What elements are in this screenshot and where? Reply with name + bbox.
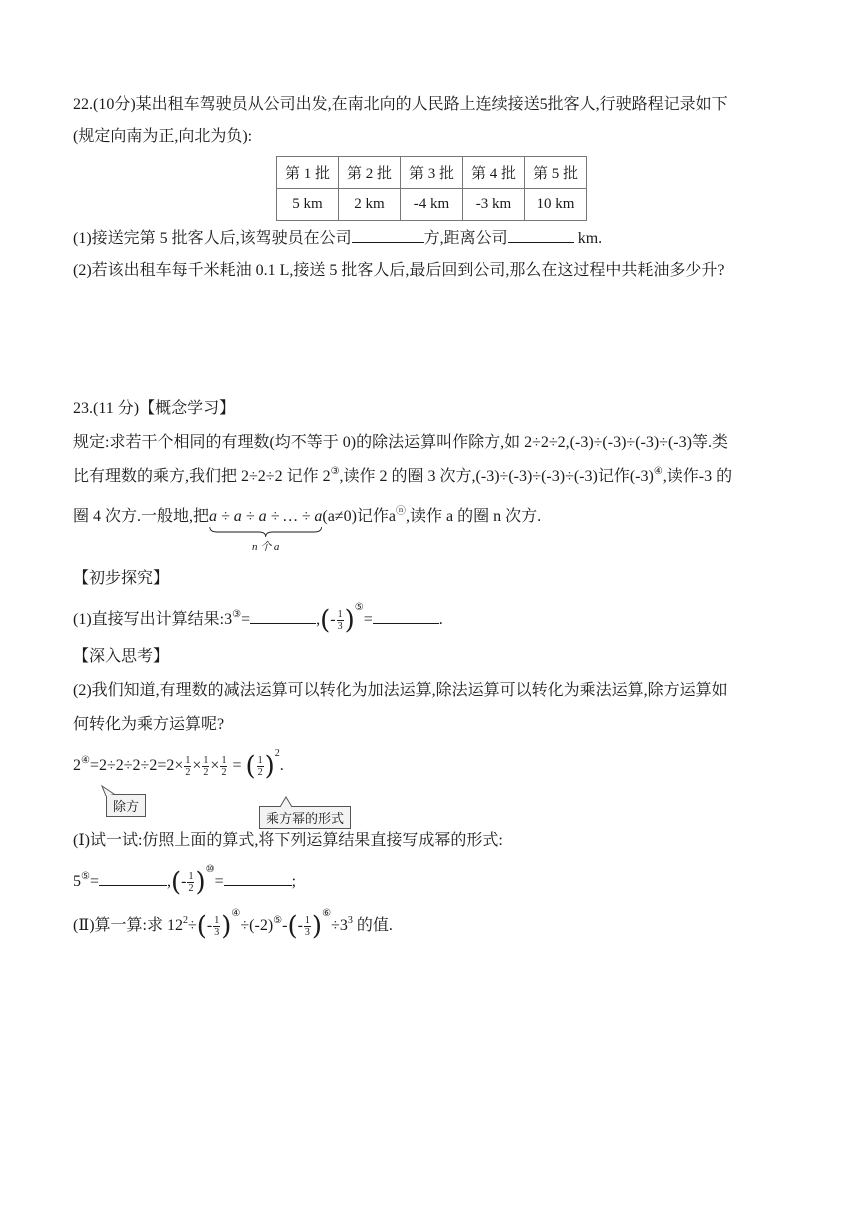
fraction — [304, 915, 311, 938]
q23-heading: 23.(11 分)【概念学习】 — [73, 400, 236, 417]
q23-def-line2 — [73, 466, 732, 488]
exponent: 2 — [182, 915, 188, 926]
text: ,读作-3 的 — [662, 468, 733, 485]
text: ; — [291, 873, 297, 890]
text: × — [210, 757, 220, 774]
table-cell: 10 km — [525, 189, 587, 221]
text: = — [232, 757, 242, 774]
q23-think-line2: 何转化为乘方运算呢? — [73, 716, 225, 733]
fraction — [220, 755, 227, 778]
numerator: 1 — [188, 870, 194, 882]
fraction — [202, 755, 209, 778]
text: 比有理数的乘方,我们把 2÷2÷2 记作 2 — [73, 468, 331, 485]
text: 5 — [73, 873, 81, 890]
circle-exponent: ⑤ — [354, 602, 364, 613]
right-paren: ) — [264, 751, 275, 782]
underbrace-label: n 个 a — [251, 541, 280, 553]
text: =2÷2÷2÷2=2× — [89, 757, 184, 774]
right-paren: ) — [311, 911, 323, 942]
table-header-cell: 第 1 批 — [277, 157, 339, 189]
q23-think-line1: (2)我们知道,有理数的减法运算可以转化为加法运算,除法运算可以转化为乘法运算,除方运算如 — [73, 682, 728, 699]
q23-def-line1: 规定:求若干个相同的有理数(均不等于 0)的除法运算叫作除方,如 2÷2÷2,(-3)÷(-3)÷(-3)÷(-3)等.类 — [73, 434, 728, 451]
circle-exponent: ⑥ — [322, 908, 332, 919]
denominator: 3 — [304, 926, 310, 938]
text: , — [316, 611, 321, 628]
table-cell: 5 km — [277, 189, 339, 221]
numerator: 1 — [257, 754, 263, 766]
denominator: 2 — [188, 882, 194, 894]
text: ÷(-2) — [240, 917, 274, 934]
right-paren: ) — [344, 605, 355, 636]
circle-exponent: ⑤ — [81, 871, 90, 882]
text: - — [330, 611, 336, 628]
denominator: 3 — [337, 620, 343, 632]
circle-exponent: ③ — [232, 609, 242, 620]
answer-blank[interactable] — [250, 609, 316, 624]
text: (a≠0)记作a — [322, 508, 397, 525]
fraction — [184, 755, 191, 778]
table-header-cell: 第 5 批 — [525, 157, 587, 189]
table-header-row — [277, 157, 587, 189]
example-equation — [73, 748, 284, 782]
fraction — [257, 755, 264, 778]
text: . — [438, 611, 443, 628]
numerator: 1 — [214, 914, 220, 926]
q23-def-line3 — [73, 506, 542, 553]
answer-blank[interactable] — [508, 228, 574, 243]
circle-exponent: ⓝ — [396, 506, 407, 517]
numerator: 1 — [203, 754, 209, 766]
left-paren: ( — [287, 911, 298, 942]
table-header-cell: 第 3 批 — [401, 157, 463, 189]
q22-part1-text: 方,距离公司 — [423, 230, 508, 247]
circle-exponent: ④ — [81, 755, 90, 766]
text: (Ⅱ)算一算:求 12 — [73, 917, 183, 934]
q22-part2: (2)若该出租车每千米耗油 0.1 L,接送 5 批客人后,最后回到公司,那么在这过程中共耗油多少升? — [73, 262, 725, 279]
denominator: 2 — [257, 766, 263, 778]
table-header-cell: 第 4 批 — [463, 157, 525, 189]
exponent: 3 — [347, 915, 353, 926]
circle-exponent: ⑩ — [205, 864, 215, 875]
section-heading: 【深入思考】 — [73, 648, 170, 665]
table-cell: 2 km — [339, 189, 401, 221]
answer-blank[interactable] — [352, 228, 424, 243]
text: , — [167, 873, 171, 890]
callout-pointer-icon — [100, 784, 140, 798]
table-row — [277, 189, 587, 221]
underbrace-expression — [209, 506, 323, 553]
callout-pointer-icon — [278, 795, 308, 809]
q22-part1 — [73, 228, 602, 250]
text: 2 — [73, 757, 81, 774]
numerator: 1 — [304, 914, 310, 926]
numerator: 1 — [337, 608, 343, 620]
text: 的值. — [352, 917, 393, 934]
q22-part1-unit: km. — [573, 230, 603, 247]
right-paren: ) — [195, 867, 206, 898]
text: ,读作 a 的圈 n 次方. — [406, 508, 542, 525]
text: - — [181, 873, 187, 890]
circle-exponent: ④ — [231, 908, 241, 919]
table-header-cell: 第 2 批 — [339, 157, 401, 189]
table-cell: -3 km — [463, 189, 525, 221]
denominator: 2 — [185, 766, 191, 778]
callout-tag-division-power: 除方 — [106, 794, 146, 817]
text: = — [241, 611, 251, 628]
exponent: 2 — [274, 748, 280, 759]
answer-blank[interactable] — [373, 609, 439, 624]
text: = — [363, 611, 373, 628]
circle-exponent: ③ — [330, 466, 340, 477]
distance-table — [276, 156, 587, 221]
denominator: 2 — [221, 766, 227, 778]
text: ,读作 2 的圈 3 次方,(-3)÷(-3)÷(-3)÷(-3)记作(-3) — [339, 468, 654, 485]
left-paren: ( — [171, 867, 182, 898]
q23-try-exercise — [73, 864, 297, 898]
text: ÷3 — [331, 917, 348, 934]
q22-line1: 22.(10分)某出租车驾驶员从公司出发,在南北向的人民路上连续接送5批客人,行驶路程记录如下 — [73, 96, 728, 113]
table-cell: -4 km — [401, 189, 463, 221]
q23-try-instruction: (Ⅰ)试一试:仿照上面的算式,将下列运算结果直接写成幂的形式: — [73, 832, 503, 849]
text: = — [89, 873, 99, 890]
text: - — [206, 917, 213, 934]
numerator: 1 — [221, 754, 227, 766]
fraction — [337, 609, 344, 632]
q22-part1-text: (1)接送完第 5 批客人后,该驾驶员在公司 — [73, 230, 352, 247]
left-paren: ( — [196, 911, 207, 942]
numerator: 1 — [185, 754, 191, 766]
circle-exponent: ④ — [653, 466, 663, 477]
section-heading: 【初步探究】 — [73, 570, 170, 587]
left-paren: ( — [245, 751, 256, 782]
denominator: 3 — [214, 926, 220, 938]
right-paren: ) — [221, 911, 232, 942]
text: × — [192, 757, 202, 774]
fraction — [187, 871, 194, 894]
text: ÷ — [187, 917, 197, 934]
answer-blank[interactable] — [224, 871, 292, 886]
text: - — [297, 917, 303, 934]
q23-explore1 — [73, 602, 443, 636]
fraction — [213, 915, 220, 938]
answer-blank[interactable] — [99, 871, 167, 886]
q22-line2: (规定向南为正,向北为负): — [73, 128, 253, 145]
text: = — [214, 873, 224, 890]
q23-compute-exercise — [73, 908, 393, 942]
text: . — [279, 757, 284, 774]
text: (1)直接写出计算结果:3 — [73, 611, 233, 628]
text: - — [282, 917, 288, 934]
left-paren: ( — [320, 605, 331, 636]
division-expression: a ÷ a ÷ a ÷ … ÷ a — [209, 508, 323, 525]
text: 圈 4 次方.一般地,把 — [73, 508, 210, 525]
denominator: 2 — [203, 766, 209, 778]
callout-tag-power-form: 乘方幂的形式 — [259, 806, 351, 829]
circle-exponent: ⑤ — [273, 915, 283, 926]
